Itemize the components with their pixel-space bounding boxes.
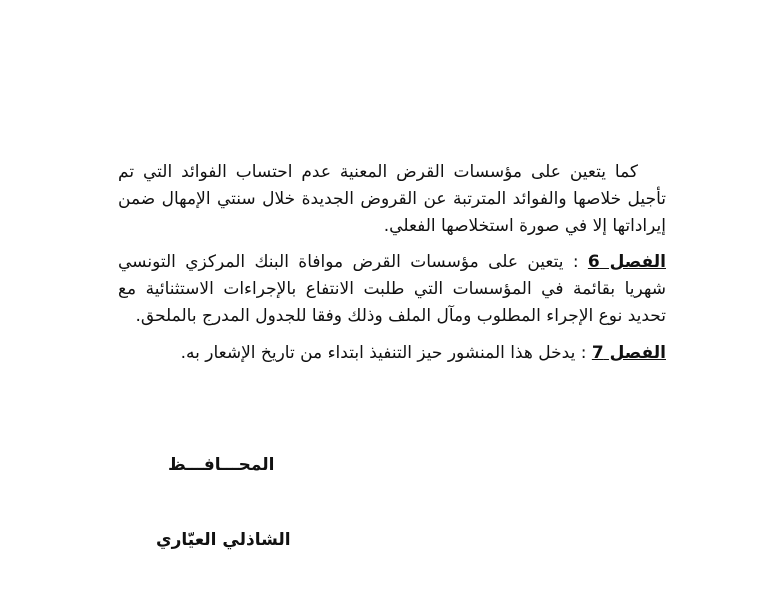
article-7 [118,340,666,367]
signature-name: الشاذلي العيّاري [156,530,291,550]
paragraph-interest-accounting: كما يتعين على مؤسسات القرض المعنية عدم احتساب الفوائد التي تم تأجيل خلاصها والفوائد المترتبة عن القروض الجديدة خلال سنتي الإمهال ضمن إيراداتها إلا في صورة استخلاصها الفعلي. [118,162,666,236]
paragraph-spacer [118,240,666,249]
article-7-text: : يدخل هذا المنشور حيز التنفيذ ابتداء من تاريخ الإشعار به. [180,343,592,363]
article-7-label: الفصل 7 [591,343,666,363]
document-body [118,159,666,367]
signature-title: المحـــافـــظ [168,455,275,475]
article-6 [118,249,666,330]
article-6-text: : يتعين على مؤسسات القرض موافاة البنك المركزي التونسي شهريا بقائمة في المؤسسات التي طلبت الانتفاع بالإجراءات الاستثنائية مع تحديد نوع الإجراء المطلوب ومآل الملف وذلك وفقا للجدول المدرج بالملحق. [118,252,666,326]
paragraph-spacer [118,330,666,340]
article-6-label: الفصل 6 [587,252,666,272]
